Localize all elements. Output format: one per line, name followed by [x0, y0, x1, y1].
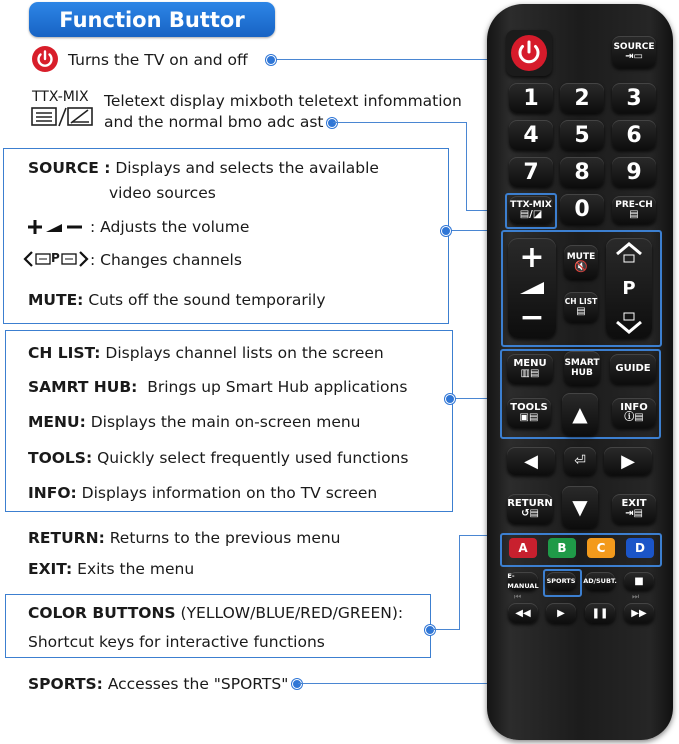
next-hint-icon: ⏭ — [632, 592, 640, 601]
remote-down-button[interactable]: ▼ — [562, 486, 598, 528]
tools-desc: Quickly select frequently used functions — [97, 449, 409, 467]
volume-down-icon: − — [519, 300, 545, 336]
sports-desc: Accesses the "SPORTS" — [107, 675, 289, 693]
remote-source-button[interactable] — [612, 36, 656, 68]
remote-stop-button[interactable]: ■ — [624, 572, 654, 590]
remote-mute-button[interactable] — [564, 245, 598, 279]
remote-left-button[interactable]: ◀ — [507, 447, 555, 475]
leader-dot-sports — [292, 679, 302, 689]
leader-dot-box1 — [441, 226, 451, 236]
color-key: COLOR BUTTONS — [28, 604, 176, 622]
remote-channel-rocker[interactable] — [606, 238, 652, 338]
color-desc: Shortcut keys for interactive functions — [28, 633, 325, 651]
info-key: INFO: — [28, 484, 77, 502]
return-row — [28, 528, 341, 548]
remote-digit-6[interactable]: 6 — [612, 120, 656, 150]
exit-icon: ⇥▤ — [625, 508, 643, 519]
remote-prech-label: PRE-CH — [615, 200, 653, 210]
menu-row — [28, 412, 361, 432]
leader-color-v — [459, 535, 460, 630]
exit-key: EXIT: — [28, 560, 73, 578]
channel-icon-letter: P — [51, 251, 60, 265]
remote-digit-5[interactable]: 5 — [560, 120, 604, 150]
ttx-desc-2: and the normal bmo adc ast — [104, 113, 324, 131]
leader-ttx-v — [466, 122, 467, 210]
remote-tools-label: TOOLS — [510, 402, 548, 413]
menu-key: MENU: — [28, 413, 86, 431]
remote-digit-4[interactable]: 4 — [509, 120, 553, 150]
remote-digit-3[interactable]: 3 — [612, 83, 656, 113]
leader-ttx-h1 — [333, 122, 466, 123]
remote-color-c-button[interactable]: C — [587, 538, 615, 558]
remote-mute-label: MUTE — [566, 252, 596, 262]
remote-digit-8[interactable]: 8 — [560, 157, 604, 187]
highlight-ttx — [505, 193, 557, 229]
remote-digit-2[interactable]: 2 — [560, 83, 604, 113]
chlist-desc: Displays channel lists on the screen — [105, 344, 384, 362]
remote-tools-button[interactable] — [507, 398, 551, 428]
remote-color-b-button[interactable]: B — [548, 538, 576, 558]
volume-ramp-icon — [520, 282, 544, 294]
return-icon: ↺▤ — [521, 508, 539, 519]
tools-row — [28, 448, 408, 468]
mute-key: MUTE: — [28, 291, 84, 309]
remote-source-label: SOURCE — [613, 42, 655, 52]
leader-color-h — [431, 629, 459, 630]
source-icon: ⇥▭ — [625, 51, 643, 62]
rewind-hint-icon: ⏮ — [514, 592, 522, 601]
remote-exit-button[interactable] — [612, 494, 656, 524]
chlist-key: CH LIST: — [28, 344, 101, 362]
remote-guide-label: GUIDE — [615, 363, 651, 374]
remote-adsubt-label: AD/SUBT. — [583, 577, 617, 585]
remote-ttx-label: TTX-MIX — [510, 200, 552, 210]
sports-key: SPORTS: — [28, 675, 103, 693]
volume-up-icon: + — [519, 239, 545, 275]
remote-power-button[interactable] — [506, 30, 552, 76]
remote-rewind-button[interactable]: ◀◀ — [508, 603, 538, 623]
remote-digit-9[interactable]: 9 — [612, 157, 656, 187]
remote-digit-0[interactable]: 0 — [560, 194, 604, 224]
remote-color-d-button[interactable]: D — [626, 538, 654, 558]
channel-up-icon — [614, 242, 644, 264]
page-title: Function Buttor — [29, 2, 275, 37]
info-icon: ⓘ▤ — [624, 412, 644, 423]
power-desc: Turns the TV on and off — [68, 51, 248, 69]
source-desc-1: Displays and selects the available — [115, 159, 379, 177]
ttx-desc-1: Teletext display mixboth teletext infommation — [104, 92, 462, 110]
ttx-mix-icon: ▤/◪ — [519, 209, 543, 220]
source-desc-2: video sources — [109, 184, 216, 202]
menu-icon: ▥▤ — [520, 368, 540, 379]
remote-digit-1[interactable]: 1 — [509, 83, 553, 113]
return-key: RETURN: — [28, 529, 105, 547]
remote-emanual-button[interactable] — [508, 572, 538, 590]
remote-chlist-button[interactable] — [564, 292, 598, 322]
ttx-label: TTX-MIX — [32, 89, 89, 105]
power-icon — [31, 45, 59, 73]
leader-dot-ttx — [327, 118, 337, 128]
prech-icon: ▤ — [629, 209, 639, 220]
remote-smart-label: SMART — [564, 358, 600, 368]
leader-power — [272, 59, 500, 60]
leader-dot-color — [425, 625, 435, 635]
volume-desc: : Adjusts the volume — [90, 218, 250, 236]
remote-guide-button[interactable] — [610, 354, 656, 384]
volume-icon — [26, 219, 84, 239]
source-row — [28, 158, 379, 178]
remote-pause-button[interactable]: ❚❚ — [585, 603, 615, 623]
remote-prech-button[interactable] — [612, 196, 656, 224]
remote-forward-button[interactable]: ▶▶ — [624, 603, 654, 623]
remote-exit-label: EXIT — [621, 498, 647, 509]
remote-info-button[interactable] — [612, 398, 656, 428]
chlist-icon: ▤ — [576, 306, 586, 317]
remote-enter-button[interactable]: ⏎ — [564, 447, 596, 475]
menu-desc: Displays the main on-screen menu — [90, 413, 361, 431]
exit-row — [28, 559, 194, 579]
remote-volume-rocker[interactable] — [508, 238, 556, 338]
info-desc: Displays information on tho TV screen — [81, 484, 378, 502]
remote-menu-label: MENU — [513, 358, 547, 369]
tools-icon: ▣▤ — [519, 412, 539, 423]
remote-hub-label: HUB — [571, 368, 593, 378]
remote-color-a-button[interactable]: A — [509, 538, 537, 558]
exit-desc: Exits the menu — [77, 560, 195, 578]
mute-icon: 🔇 — [574, 260, 588, 273]
smarthub-row — [28, 377, 407, 397]
color-row — [28, 603, 403, 623]
smarthub-desc: Brings up Smart Hub applications — [147, 378, 408, 396]
remote-sports-label: SPORTS — [546, 577, 576, 585]
mute-desc: Cuts off the sound temporarily — [88, 291, 326, 309]
remote-emanual-label: E-MANUAL — [507, 572, 539, 590]
smarthub-key: SAMRT HUB: — [28, 378, 138, 396]
remote-return-label: RETURN — [507, 498, 553, 509]
remote-menu-button[interactable] — [507, 354, 553, 384]
return-desc: Returns to the previous menu — [109, 529, 341, 547]
remote-right-button[interactable]: ▶ — [604, 447, 652, 475]
channel-desc: : Changes channels — [90, 251, 242, 269]
tools-key: TOOLS: — [28, 449, 93, 467]
mute-row — [28, 290, 326, 310]
sports-row — [28, 674, 288, 694]
remote-smarthub-button[interactable] — [564, 351, 600, 385]
remote-up-button[interactable]: ▲ — [562, 393, 598, 435]
info-row — [28, 483, 377, 503]
remote-sports-button[interactable] — [546, 572, 576, 590]
remote-chlist-label: CH LIST — [564, 297, 598, 306]
remote-return-button[interactable] — [507, 494, 553, 524]
leader-dot-power — [266, 55, 276, 65]
source-key: SOURCE : — [28, 159, 111, 177]
ttx-icon — [31, 107, 93, 131]
remote-adsubt-button[interactable] — [585, 572, 615, 590]
chlist-row — [28, 343, 384, 363]
leader-dot-box2 — [445, 394, 455, 404]
remote-digit-7[interactable]: 7 — [509, 157, 553, 187]
channel-down-icon — [614, 312, 644, 334]
remote-info-label: INFO — [620, 402, 648, 413]
remote-p-label: P — [622, 277, 636, 299]
remote-play-button[interactable]: ▶ — [546, 603, 576, 623]
color-paren: (YELLOW/BLUE/RED/GREEN): — [180, 604, 404, 622]
